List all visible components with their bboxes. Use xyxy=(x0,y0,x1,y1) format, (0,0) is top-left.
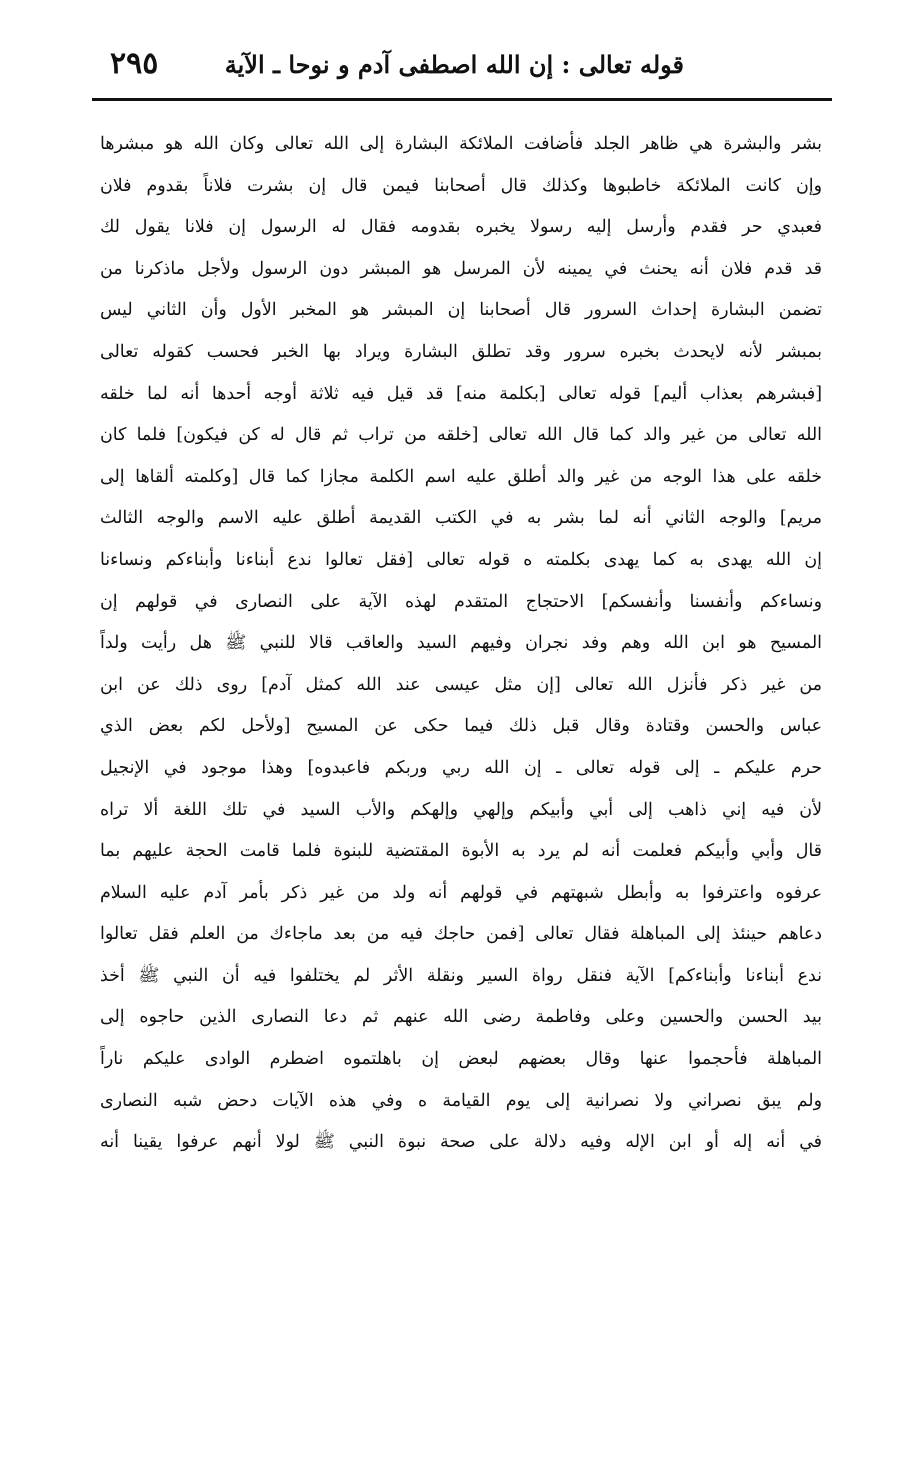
text-line: فعبدي حر فقدم وأرسل إليه رسولا يخبره بقدومه فقال له الرسول إن فلانا يقول لك xyxy=(100,217,822,238)
text-line: ندع أبناءنا وأبناءكم] الآية فنقل رواة السير ونقلة الأثر لم يختلفوا فيه أن النبي ﷺ أخذ xyxy=(100,965,822,986)
text-line: قال وأبي وأبيكم فعلمت أنه لم يرد به الأبوة المقتضية للبنوة فلما قامت الحجة عليهم بما xyxy=(100,841,822,862)
text-line: من غير ذكر فأنزل الله تعالى [إن مثل عيسى عند الله كمثل آدم] روى ذلك عن ابن xyxy=(100,674,822,695)
text-line: خلقه على هذا الوجه من غير والد أطلق عليه اسم الكلمة مجازا كما قال [وكلمته ألقاها إلى xyxy=(100,466,822,487)
text-line: لأن فيه إني ذاهب إلى أبي وأبيكم وإلهي وإلهكم والأب السيد في تلك اللغة ألا تراه xyxy=(100,799,822,820)
text-line: بمبشر لأنه لايحدث بخبره سرور وقد تطلق البشارة ويراد بها الخبر فحسب كقوله تعالى xyxy=(100,341,822,362)
text-line: بشر والبشرة هي ظاهر الجلد فأضافت الملائكة البشارة إلى الله تعالى وكان الله هو مبشرها xyxy=(100,134,822,154)
running-title: قوله تعالى : إن الله اصطفى آدم و نوحا ـ الآية xyxy=(224,50,684,79)
text-line: بيد الحسن والحسين وعلى وفاطمة رضى الله عنهم ثم دعا النصارى الذين حاجوه إلى xyxy=(100,1007,822,1028)
text-line: وإن كانت الملائكة خاطبوها وكذلك قال أصحابنا فيمن قال إن بشرت فلاناً بقدوم فلان xyxy=(100,175,822,196)
text-line: دعاهم حينئذ إلى المباهلة فقال تعالى [فمن حاجك فيه من بعد ماجاءك من العلم فقل تعالوا xyxy=(100,924,822,945)
text-line: تضمن البشارة إحداث السرور قال أصحابنا إن المبشر هو المخبر الأول وأن الثاني ليس xyxy=(100,300,822,321)
text-line: المسيح هو ابن الله وهم وفد نجران وفيهم السيد والعاقب قالا للنبي ﷺ هل رأيت ولداً xyxy=(100,633,822,654)
page-number: ٢٩٥ xyxy=(110,46,159,81)
text-line: مريم] والوجه الثاني أنه لما بشر به في الكتب القديمة أطلق عليه الاسم والوجه الثالث xyxy=(100,508,822,529)
text-line: ولم يبق نصراني ولا نصرانية إلى يوم القيامة ه وفي هذه الآيات دحض شبه النصارى xyxy=(100,1090,822,1111)
text-line: حرم عليكم ـ إلى قوله تعالى ـ إن الله ربي وربكم فاعبدوه] وهذا موجود في الإنجيل xyxy=(100,757,822,778)
header-rule xyxy=(92,98,832,101)
body-text xyxy=(100,124,822,1164)
text-line: عباس والحسن وقتادة وقال قبل ذلك فيما حكى عن المسيح [ولأحل لكم بعض الذي xyxy=(100,716,822,737)
text-line: في أنه إله أو ابن الإله وفيه دلالة على صحة نبوة النبي ﷺ لولا أنهم عرفوا يقينا أنه xyxy=(100,1132,822,1153)
text-line: ونساءكم وأنفسنا وأنفسكم] الاحتجاج المتقدم لهذه الآية على النصارى في قولهم إن xyxy=(100,591,822,612)
running-head xyxy=(92,44,832,100)
text-line: قد قدم فلان أنه يحنث في يمينه لأن المرسل هو المبشر دون الرسول ولأجل ماذكرنا من xyxy=(100,258,822,279)
text-line: الله تعالى من غير والد كما قال الله تعالى [خلقه من تراب ثم قال له كن فيكون] فلما كان xyxy=(100,425,822,446)
text-line: إن الله يهدى به كما يهدى بكلمته ه قوله تعالى [فقل تعالوا ندع أبناءنا وأبناءكم ونساءنا xyxy=(100,549,822,570)
text-line: المباهلة فأحجموا عنها وقال بعضهم لبعض إن باهلتموه اضطرم الوادى عليكم ناراً xyxy=(100,1049,822,1070)
text-line: عرفوه واعترفوا به وأبطل شبهتهم في قولهم أنه ولد من غير ذكر بأمر آدم عليه السلام xyxy=(100,882,822,903)
text-line: [فبشرهم بعذاب أليم] قوله تعالى [بكلمة منه] قد قيل فيه ثلاثة أوجه أحدها أنه لما خلقه xyxy=(100,383,822,404)
